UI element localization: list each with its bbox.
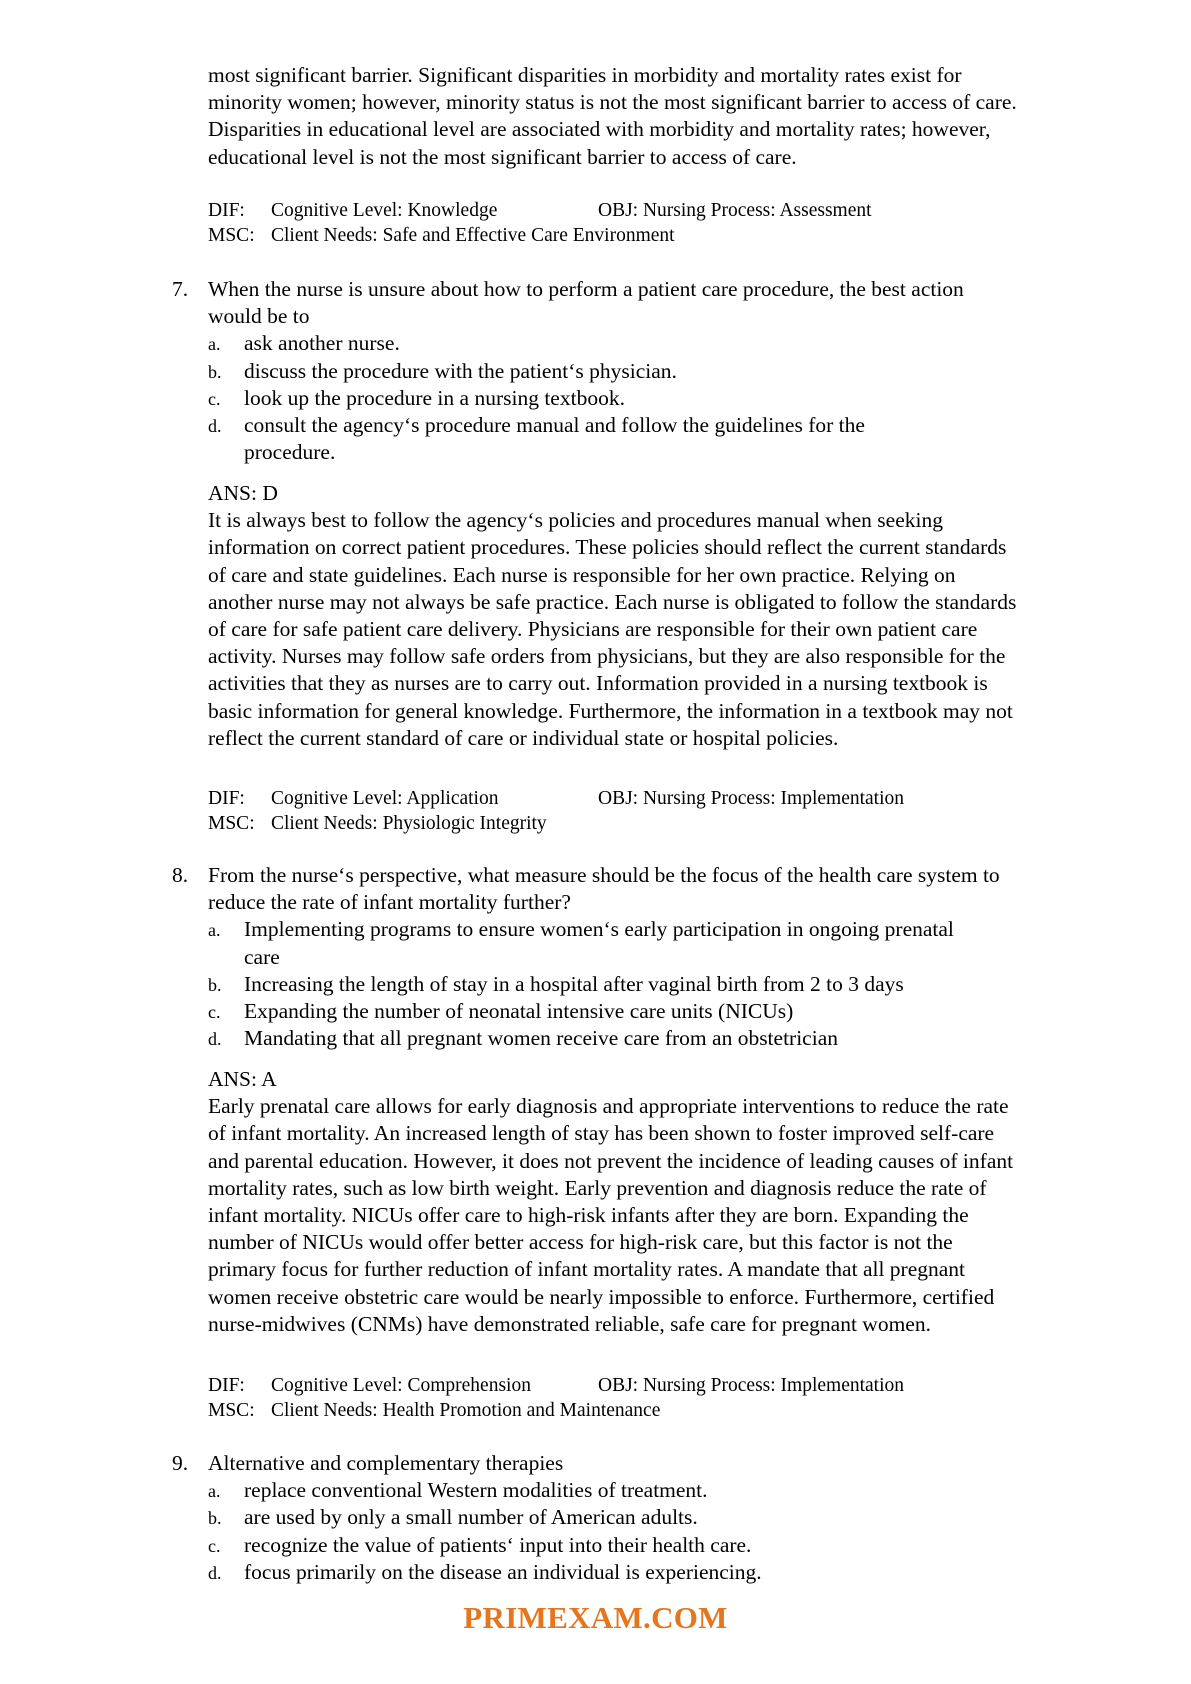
msc-label: MSC: [208, 813, 255, 834]
msc-value: Client Needs: Safe and Effective Care Environment [271, 225, 675, 246]
option-b: b. discuss the procedure with the patient‘s physician. [208, 358, 677, 383]
obj-value: OBJ: Nursing Process: Implementation [598, 788, 905, 809]
text-line: Alternative and complementary therapies [208, 1451, 564, 1475]
option-c: c. Expanding the number of neonatal intensive care units (NICUs) [208, 999, 794, 1024]
obj-value: OBJ: Nursing Process: Implementation [598, 1375, 905, 1396]
answer-options [172, 916, 1132, 1052]
question-9 [172, 1450, 1132, 1586]
answer-8 [208, 1066, 1133, 1338]
text-line: educational level is not the most significant barrier to access of care. [208, 144, 797, 169]
msc-value: Client Needs: Health Promotion and Maintenance [271, 1400, 661, 1421]
intro-rationale [208, 62, 1128, 171]
answer-7 [208, 480, 1133, 752]
option-c: c. look up the procedure in a nursing textbook. [208, 385, 625, 410]
option-d: d. Mandating that all pregnant women receive care from an obstetrician [208, 1026, 838, 1051]
question-number: 8. [172, 863, 189, 887]
dif-label: DIF: [208, 200, 245, 221]
option-b: b. are used by only a small number of American adults. [208, 1505, 698, 1530]
dif-label: DIF: [208, 788, 245, 809]
dif-value: Cognitive Level: Knowledge [271, 200, 498, 221]
rationale: Early prenatal care allows for early diagnosis and appropriate interventions to reduce the rate of infant mortality. An increased length of stay has been shown to foster improved self-care and parental education. However, it does not prevent the incidence of leading causes of infant mortality rates, such as low birth weight. Early prevention and diagnosis reduce the rate of infant mortality. NICUs offer care to high-risk infants after they are born. Expanding the number of NICUs would offer better access for high-risk care, but this factor is not the primary focus for further reduction of infant mortality rates. A mandate that all pregnant women receive obstetric care would be nearly impossible to enforce. Furthermore, certified nurse-midwives (CNMs) have demonstrated reliable, safe care for pregnant women. [208, 1094, 1014, 1336]
obj-value: OBJ: Nursing Process: Assessment [598, 200, 872, 221]
dif-value: Cognitive Level: Comprehension [271, 1375, 531, 1396]
question-stem [172, 862, 1132, 916]
msc-label: MSC: [208, 225, 255, 246]
answer-options [172, 330, 1132, 466]
question-8 [172, 862, 1132, 1052]
text-line: would be to [208, 304, 310, 329]
msc-label: MSC: [208, 1400, 255, 1421]
text-line: From the nurse‘s perspective, what measure should be the focus of the health care system to [208, 863, 1000, 887]
text-line: When the nurse is unsure about how to perform a patient care procedure, the best action [208, 277, 964, 301]
option-c: c. recognize the value of patients‘ input into their health care. [208, 1532, 752, 1557]
text-line: minority women; however, minority status is not the most significant barrier to access of care. [208, 90, 1017, 115]
dif-label: DIF: [208, 1375, 245, 1396]
option-a: a. Implementing programs to ensure women‘s early participation in ongoing prenatal care [208, 917, 954, 969]
text-line: reduce the rate of infant mortality further? [208, 890, 571, 915]
question-7 [172, 276, 1132, 466]
option-b: b. Increasing the length of stay in a hospital after vaginal birth from 2 to 3 days [208, 971, 904, 996]
question-stem [172, 276, 1132, 330]
answer-options [172, 1477, 1132, 1586]
text-line: most significant barrier. Significant disparities in morbidity and mortality rates exist for [208, 63, 962, 87]
question-number: 7. [172, 277, 189, 301]
option-a: a. replace conventional Western modalities of treatment. [208, 1478, 708, 1503]
answer-key: ANS: D [208, 481, 278, 505]
option-d: d. consult the agency‘s procedure manual and follow the guidelines for the procedure. [208, 413, 865, 465]
question-stem [172, 1450, 1132, 1477]
answer-key: ANS: A [208, 1067, 277, 1091]
question-number: 9. [172, 1451, 189, 1475]
dif-value: Cognitive Level: Application [271, 788, 499, 809]
rationale: It is always best to follow the agency‘s policies and procedures manual when seeking information on correct patient procedures. These policies should reflect the current standards of care and state guidelines. Each nurse is responsible for her own practice. Relying on another nurse may not always be safe practice. Each nurse is obligated to follow the standards of care for safe patient care delivery. Physicians are responsible for their own patient care activity. Nurses may follow safe orders from physicians, but they are also responsible for the activities that they as nurses are to carry out. Information provided in a nursing textbook is basic information for general knowledge. Furthermore, the information in a textbook may not reflect the current standard of care or individual state or hospital policies. [208, 508, 1017, 750]
text-line: Disparities in educational level are associated with morbidity and mortality rates; however, [208, 117, 991, 142]
option-d: d. focus primarily on the disease an individual is experiencing. [208, 1559, 762, 1584]
option-a: a. ask another nurse. [208, 331, 400, 356]
msc-value: Client Needs: Physiologic Integrity [271, 813, 547, 834]
watermark-footer: PRIMEXAM.COM [463, 1600, 728, 1635]
